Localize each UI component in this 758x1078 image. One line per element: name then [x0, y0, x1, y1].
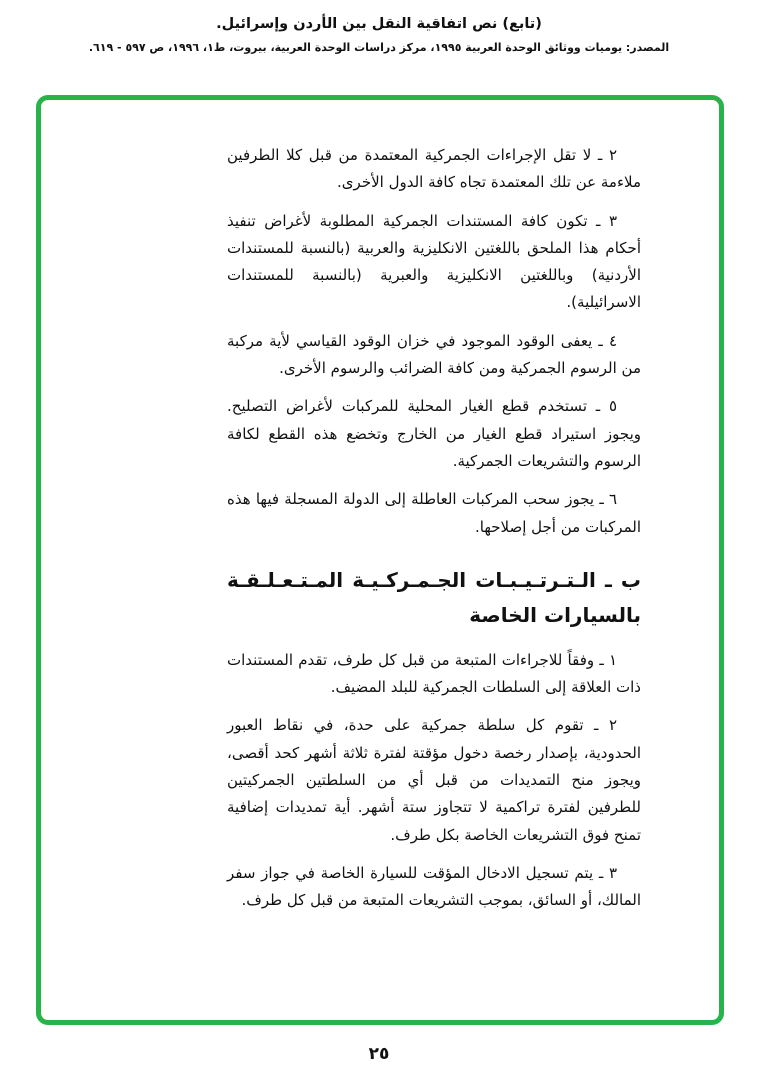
page-footer [0, 1044, 758, 1064]
page-number: ٢٥ [368, 1044, 390, 1064]
section-heading-line-1: ب ـ الـتـرتـيـبـات الجـمـركـيـة المـتـعـلـقـة [227, 567, 641, 592]
paragraph-customs-4: ٤ ـ يعفى الوقود الموجود في خزان الوقود القياسي لأية مركبة من الرسوم الجمركية ومن كافة الضرائب والرسوم الأخرى. [227, 331, 641, 378]
paragraph-customs-2: ٢ ـ لا تقل الإجراءات الجمركية المعتمدة من قبل كلا الطرفين ملاءمة عن تلك المعتمدة تجاه كافة الدول الأخرى. [227, 146, 641, 192]
paragraph-customs-6: ٦ ـ يجوز سحب المركبات العاطلة إلى الدولة المسجلة فيها هذه المركبات من أجل إصلاحها. [227, 490, 641, 536]
header-source-line: المصدر: يوميات ووثائق الوحدة العربية ١٩٩٥، مركز دراسات الوحدة العربية، بيروت، ط١، ١٩٩٦، ص ٥٩٧ - ٦١٩. [88, 41, 670, 54]
paragraph-private-cars-3: ٣ ـ يتم تسجيل الادخال المؤقت للسيارة الخاصة في جواز سفر المالك، أو السائق، بموجب التشريعات المتبعة من قبل كل طرف. [227, 863, 641, 910]
document-frame [36, 95, 724, 1025]
paragraph-private-cars-1: ١ ـ وفقاً للاجراءات المتبعة من قبل كل طرف، تقدم المستندات ذات العلاقة إلى السلطات الجمركية للبلد المضيف. [227, 650, 641, 697]
header-title: (تابع) نص اتفاقية النقل بين الأردن وإسرائيل. [216, 16, 542, 32]
section-heading-line-2: بالسيارات الخاصة [469, 602, 641, 627]
text-column [227, 142, 641, 915]
page-header [0, 0, 758, 54]
paragraph-customs-3: ٣ ـ تكون كافة المستندات الجمركية المطلوبة لأغراض تنفيذ أحكام هذا الملحق باللغتين الانكليزية والعربية (بالنسبة للمستندات الأردنية) وباللغتين الانكليزية والعبرية (بالنسبة للمستندات الاسرائيلية). [227, 211, 641, 312]
paragraph-customs-5: ٥ ـ تستخدم قطع الغيار المحلية للمركبات لأغراض التصليح. ويجوز استيراد قطع الغيار من الخارج وتخضع هذه القطع لكافة الرسوم والتشريعات الجمركية. [227, 397, 641, 470]
paragraph-private-cars-2: ٢ ـ تقوم كل سلطة جمركية على حدة، في نقاط العبور الحدودية، بإصدار رخصة دخول مؤقتة لفترة ثلاثة أشهر كحد أقصى، ويجوز منح التمديدات من قبل أي من السلطتين الجمركيتين للطرفين لفترة تراكمية لا تتجاوز ستة أشهر. أية تمديدات إضافية تمنح فوق التشريعات الخاصة بكل طرف. [227, 716, 641, 844]
section-heading [227, 563, 641, 633]
